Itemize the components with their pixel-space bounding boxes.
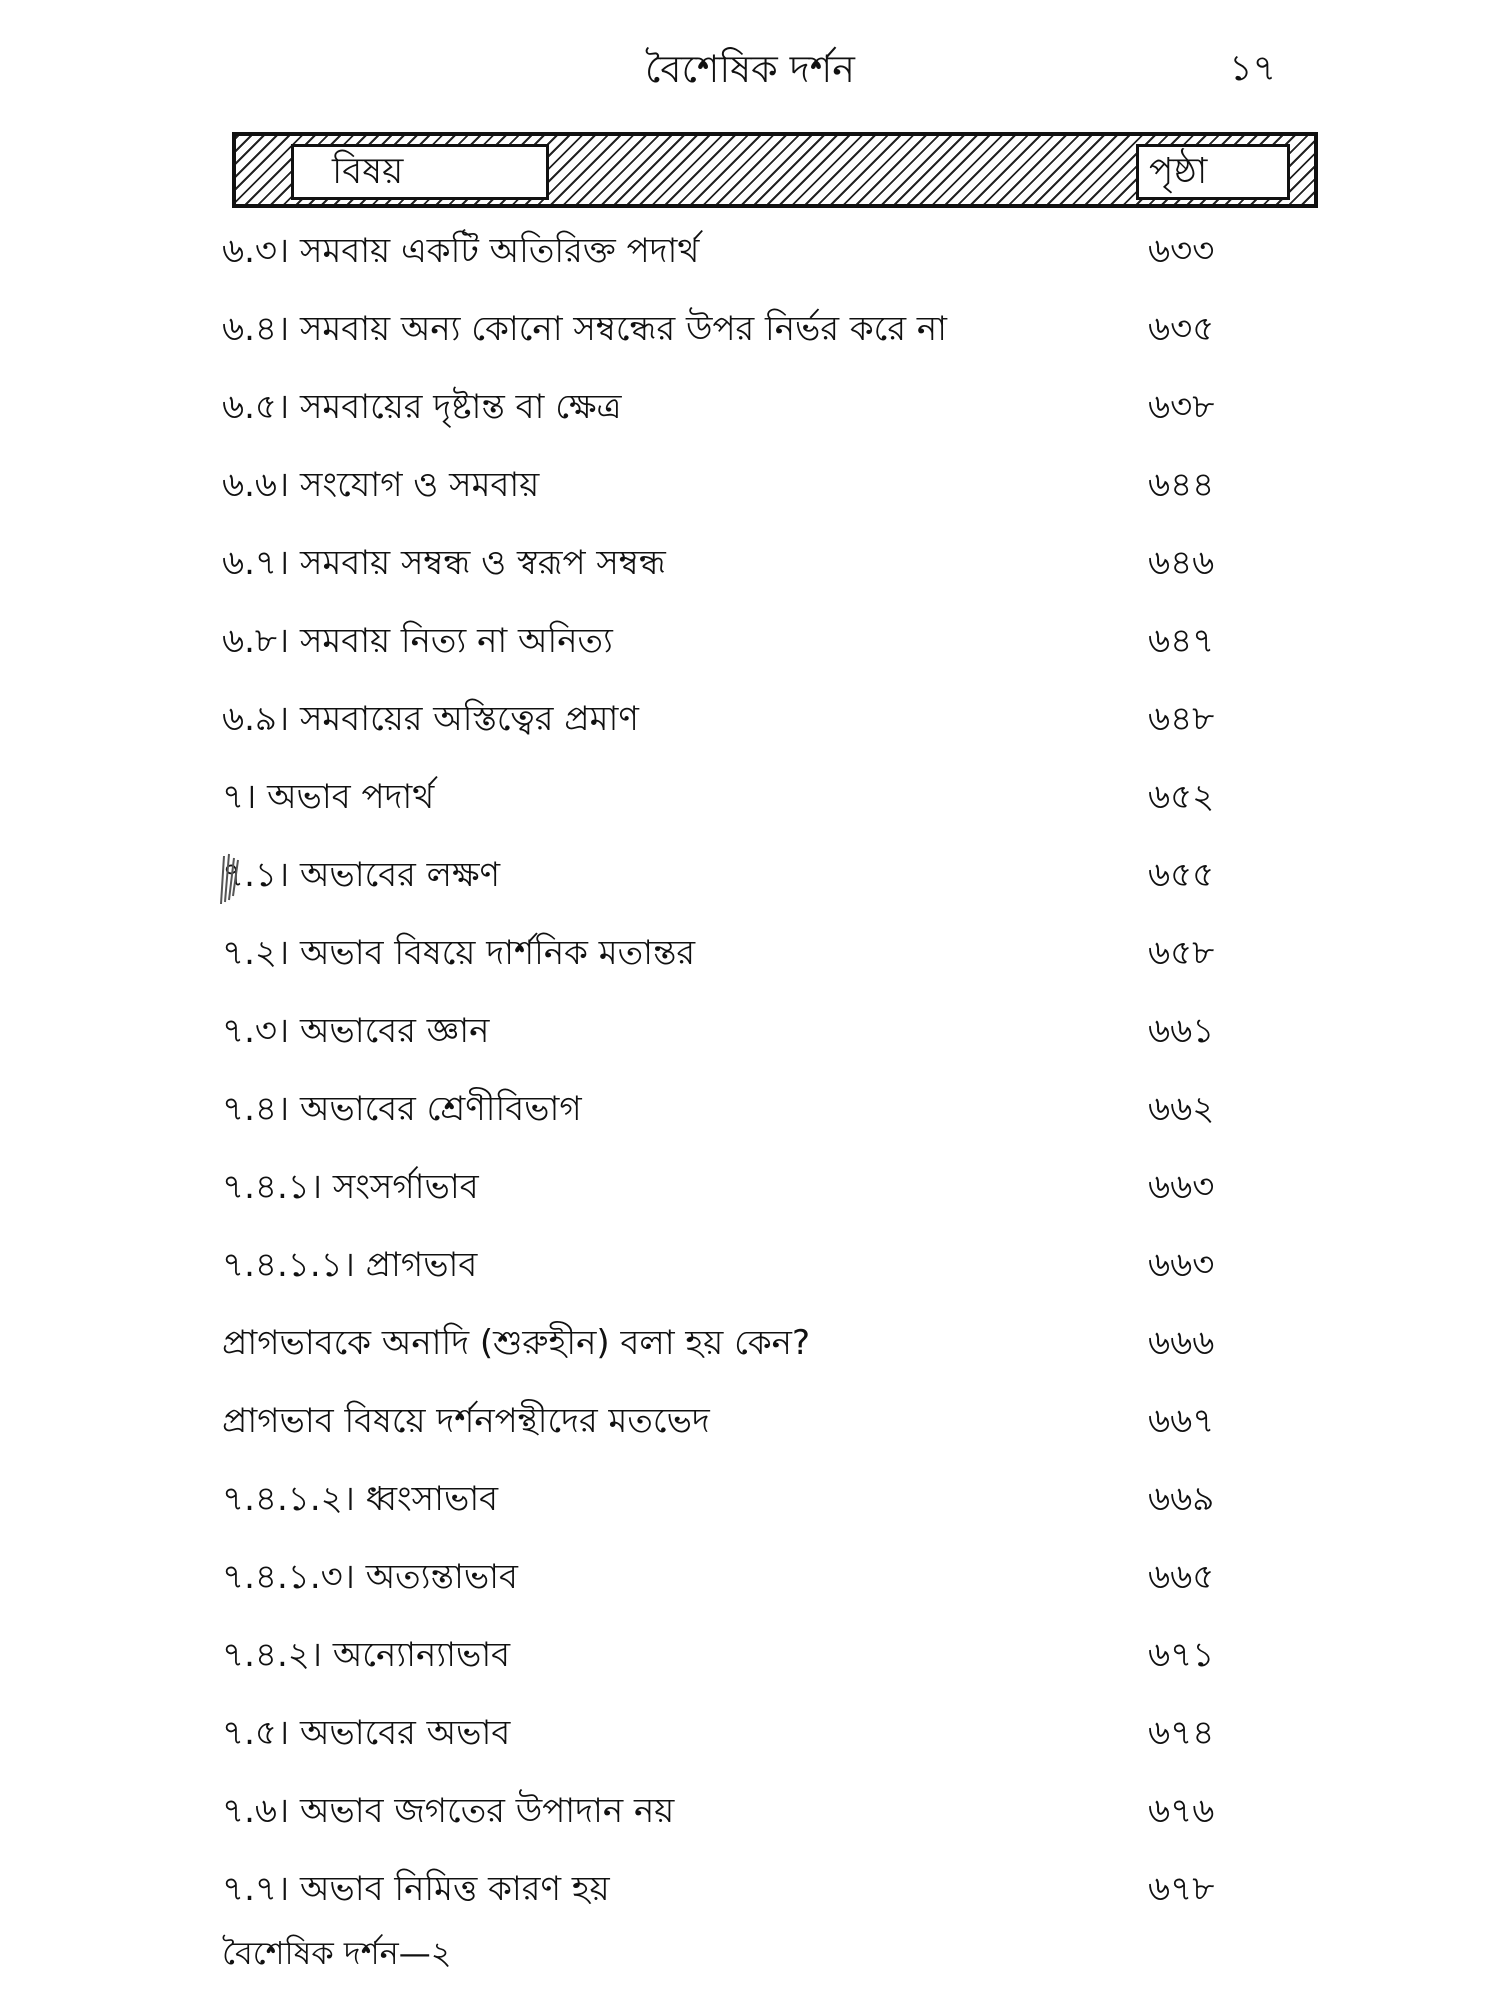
toc-entry bbox=[222, 1304, 1262, 1382]
toc-entry bbox=[222, 1538, 1262, 1616]
page-footer: বৈশেষিক দর্শন—২ bbox=[222, 1934, 452, 1972]
toc-entry bbox=[222, 602, 1262, 680]
toc-entry-title: ৬.৮। সমবায় নিত্য না অনিত্য bbox=[222, 621, 613, 661]
toc-entry bbox=[222, 1226, 1262, 1304]
toc-entry-page: ৬৬৩ bbox=[1148, 1167, 1215, 1207]
toc-entry-page: ৬৬৭ bbox=[1148, 1401, 1215, 1441]
toc-entry-title: ৭.১। অভাবের লক্ষণ bbox=[222, 855, 501, 895]
toc-entry bbox=[222, 1070, 1262, 1148]
toc-entry bbox=[222, 1850, 1262, 1928]
toc-entry-page: ৬৭৪ bbox=[1148, 1713, 1215, 1753]
toc-entry bbox=[222, 212, 1262, 290]
toc-entry-title: ৬.৭। সমবায় সম্বন্ধ ও স্বরূপ সম্বন্ধ bbox=[222, 543, 666, 583]
toc-entry-page: ৬৫২ bbox=[1148, 777, 1215, 817]
toc-entry-page: ৬৬৯ bbox=[1148, 1479, 1215, 1519]
toc-entry bbox=[222, 1460, 1262, 1538]
toc-entry-title: প্রাগভাবকে অনাদি (শুরুহীন) বলা হয় কেন? bbox=[222, 1323, 811, 1363]
toc-entry-title: ৭.৪.১.১। প্রাগভাব bbox=[222, 1245, 478, 1285]
subject-column-header: বিষয় bbox=[291, 144, 549, 200]
toc-entry-title: ৭.৬। অভাব জগতের উপাদান নয় bbox=[222, 1791, 675, 1831]
toc-entry-page: ৬৭৮ bbox=[1148, 1869, 1215, 1909]
toc-entry-page: ৬৬৬ bbox=[1148, 1323, 1215, 1363]
pencil-mark bbox=[216, 852, 246, 908]
toc-entry-title: ৭.৭। অভাব নিমিত্ত কারণ হয় bbox=[222, 1869, 610, 1909]
toc-entry-page: ৬৪৬ bbox=[1148, 543, 1215, 583]
toc-entry-page: ৬৫৮ bbox=[1148, 933, 1215, 973]
toc-entry-page: ৬৭৬ bbox=[1148, 1791, 1215, 1831]
toc-entry bbox=[222, 524, 1262, 602]
toc-entry-page: ৬৩৮ bbox=[1148, 387, 1215, 427]
toc-entry-page: ৬৬১ bbox=[1148, 1011, 1215, 1051]
toc-entry-title: ৭.৩। অভাবের জ্ঞান bbox=[222, 1011, 490, 1051]
toc-entry bbox=[222, 1694, 1262, 1772]
toc-entry-page: ৬৪৮ bbox=[1148, 699, 1215, 739]
toc-entry-page: ৬৫৫ bbox=[1148, 855, 1215, 895]
toc-entry bbox=[222, 992, 1262, 1070]
page-column-header: পৃষ্ঠা bbox=[1136, 144, 1290, 200]
toc-entry-page: ৬৪৪ bbox=[1148, 465, 1215, 505]
toc-entry bbox=[222, 1772, 1262, 1850]
toc-entry-title: প্রাগভাব বিষয়ে দর্শনপন্থীদের মতভেদ bbox=[222, 1401, 710, 1441]
toc-entry-title: ৭.৪.১.২। ধ্বংসাভাব bbox=[222, 1479, 499, 1519]
toc-entry-page: ৬৪৭ bbox=[1148, 621, 1215, 661]
toc-entry-title: ৬.৬। সংযোগ ও সমবায় bbox=[222, 465, 540, 505]
toc-entry-title: ৭.৪.২। অন্যোন্যাভাব bbox=[222, 1635, 511, 1675]
toc-entry bbox=[222, 1616, 1262, 1694]
toc-entry-title: ৭.২। অভাব বিষয়ে দার্শনিক মতান্তর bbox=[222, 933, 696, 973]
toc-entry bbox=[222, 758, 1262, 836]
toc-header-bar bbox=[232, 132, 1318, 208]
toc-entry bbox=[222, 914, 1262, 992]
toc-entry-title: ৭.৫। অভাবের অভাব bbox=[222, 1713, 511, 1753]
toc-entry bbox=[222, 680, 1262, 758]
toc-entry bbox=[222, 368, 1262, 446]
page-number: ১৭ bbox=[1229, 48, 1276, 89]
toc-entry bbox=[222, 1382, 1262, 1460]
toc-entry-page: ৬৩৫ bbox=[1148, 309, 1215, 349]
toc-entry-page: ৬৩৩ bbox=[1148, 231, 1215, 271]
toc-entry bbox=[222, 836, 1262, 914]
toc-list bbox=[222, 212, 1262, 1928]
toc-entry-page: ৬৬৫ bbox=[1148, 1557, 1215, 1597]
toc-entry-title: ৬.৫। সমবায়ের দৃষ্টান্ত বা ক্ষেত্র bbox=[222, 387, 622, 427]
toc-entry-page: ৬৬২ bbox=[1148, 1089, 1215, 1129]
toc-entry-title: ৬.৪। সমবায় অন্য কোনো সম্বন্ধের উপর নির্ভর করে না bbox=[222, 309, 948, 349]
toc-entry-title: ৬.৩। সমবায় একটি অতিরিক্ত পদার্থ bbox=[222, 231, 700, 271]
toc-entry-title: ৭.৪.১। সংসর্গাভাব bbox=[222, 1167, 479, 1207]
toc-entry bbox=[222, 1148, 1262, 1226]
toc-entry-title: ৭.৪.১.৩। অত্যন্তাভাব bbox=[222, 1557, 518, 1597]
toc-entry-title: ৬.৯। সমবায়ের অস্তিত্বের প্রমাণ bbox=[222, 699, 639, 739]
toc-entry bbox=[222, 290, 1262, 368]
toc-entry-page: ৬৬৩ bbox=[1148, 1245, 1215, 1285]
page-title: বৈশেষিক দর্শন bbox=[645, 47, 855, 91]
running-header bbox=[0, 40, 1500, 100]
toc-entry-title: ৭.৪। অভাবের শ্রেণীবিভাগ bbox=[222, 1089, 582, 1129]
toc-entry-page: ৬৭১ bbox=[1148, 1635, 1215, 1675]
toc-entry-title: ৭। অভাব পদার্থ bbox=[222, 777, 435, 817]
toc-entry bbox=[222, 446, 1262, 524]
